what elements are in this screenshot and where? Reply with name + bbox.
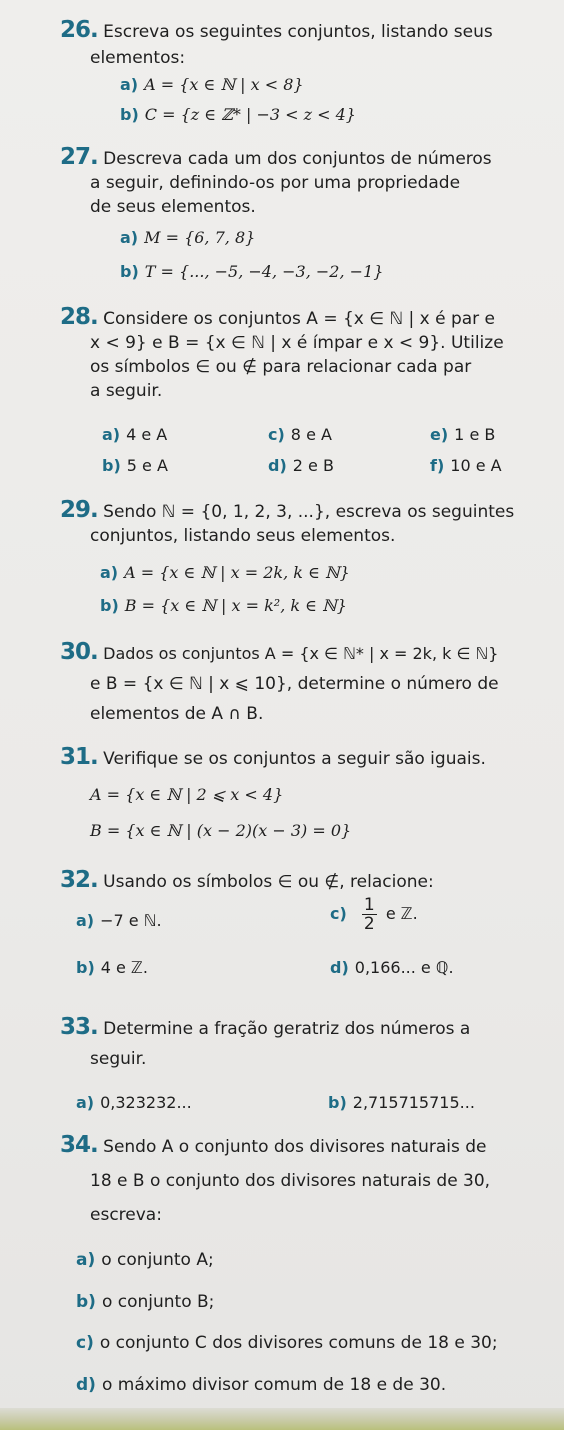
fraction: $\frac{1}{2}$: [363, 895, 375, 934]
item-a: a) M = {6, 7, 8}: [120, 228, 256, 247]
question-text: Sendo ℕ = {0, 1, 2, 3, ...}, escreva os seguintes: [103, 502, 515, 522]
question-28: [60, 305, 540, 403]
question-number: 33.: [60, 1014, 98, 1040]
question-text: Sendo A o conjunto dos divisores naturais de: [103, 1137, 487, 1157]
item-a: a) o conjunto A;: [76, 1250, 214, 1270]
item-d: d) 2 e B: [268, 456, 334, 475]
question-text: elementos:: [90, 48, 186, 68]
item-b: b) T = {..., −5, −4, −3, −2, −1}: [120, 262, 384, 281]
item-d: d) 0,166... e ℚ.: [330, 958, 454, 977]
item-f: f) 10 e A: [430, 456, 502, 475]
question-text: a seguir.: [90, 381, 163, 401]
question-text: Considere os conjuntos A = {x ∈ ℕ | x é par e: [103, 309, 496, 329]
item-b: b) 5 e A: [102, 456, 168, 475]
item-a: a) A = {x ∈ ℕ | x = 2k, k ∈ ℕ}: [100, 563, 350, 582]
question-number: 29.: [60, 497, 98, 523]
set-b: B = {x ∈ ℕ | (x − 2)(x − 3) = 0}: [90, 821, 352, 840]
question-30: [60, 640, 540, 726]
question-number: 31.: [60, 744, 98, 770]
question-text: Usando os símbolos ∈ ou ∉, relacione:: [103, 872, 434, 892]
question-text: de seus elementos.: [90, 197, 256, 217]
item-b: b) 4 e ℤ.: [76, 958, 148, 977]
question-34: [60, 1133, 540, 1227]
question-29: [60, 498, 540, 548]
question-32: [60, 868, 540, 894]
question-text: seguir.: [90, 1049, 147, 1069]
item-e: e) 1 e B: [430, 425, 496, 444]
question-number: 28.: [60, 304, 98, 330]
question-31: [60, 745, 540, 771]
item-b: b) C = {z ∈ ℤ* | −3 < z < 4}: [120, 105, 356, 124]
item-b: b) 2,715715715...: [328, 1093, 475, 1112]
question-number: 30.: [60, 639, 98, 665]
question-number: 34.: [60, 1132, 98, 1158]
question-33: [60, 1015, 540, 1071]
item-b: b) o conjunto B;: [76, 1292, 215, 1312]
question-text: e B = {x ∈ ℕ | x ⩽ 10}, determine o número de: [90, 674, 499, 694]
question-text: Determine a fração geratriz dos números a: [103, 1019, 471, 1039]
question-number: 32.: [60, 867, 98, 893]
question-text: a seguir, definindo-os por uma propriedade: [90, 173, 461, 193]
question-text: 18 e B o conjunto dos divisores naturais de 30,: [90, 1171, 491, 1191]
page-bottom-edge: [0, 1408, 564, 1430]
item-c: c) 8 e A: [268, 425, 332, 444]
item-b: b) B = {x ∈ ℕ | x = k², k ∈ ℕ}: [100, 596, 347, 615]
question-text: elementos de A ∩ B.: [90, 704, 264, 724]
item-d: d) o máximo divisor comum de 18 e de 30.: [76, 1375, 447, 1395]
question-26: [60, 18, 540, 70]
question-text: Verifique se os conjuntos a seguir são iguais.: [103, 749, 486, 769]
question-number: 27.: [60, 144, 98, 170]
item-a: a) A = {x ∈ ℕ | x < 8}: [120, 75, 304, 94]
item-c: c) o conjunto C dos divisores comuns de 18 e 30;: [76, 1333, 498, 1353]
set-a: A = {x ∈ ℕ | 2 ⩽ x < 4}: [90, 785, 284, 804]
question-text: Descreva cada um dos conjuntos de números: [103, 149, 492, 169]
question-text: Escreva os seguintes conjuntos, listando seus: [103, 22, 493, 42]
question-text: conjuntos, listando seus elementos.: [90, 526, 396, 546]
question-text: Dados os conjuntos A = {x ∈ ℕ* | x = 2k, k ∈ ℕ}: [103, 644, 499, 663]
question-27: [60, 145, 540, 219]
item-a: a) 0,323232...: [76, 1093, 192, 1112]
question-text: x < 9} e B = {x ∈ ℕ | x é ímpar e x < 9}. Utilize: [90, 333, 504, 353]
question-number: 26.: [60, 17, 98, 43]
item-a: a) 4 e A: [102, 425, 168, 444]
question-text: os símbolos ∈ ou ∉ para relacionar cada par: [90, 357, 472, 377]
question-text: escreva:: [90, 1205, 162, 1225]
item-c: c) $\frac{1}{2}$ e ℤ.: [330, 895, 418, 934]
item-a: a) −7 e ℕ.: [76, 911, 162, 930]
